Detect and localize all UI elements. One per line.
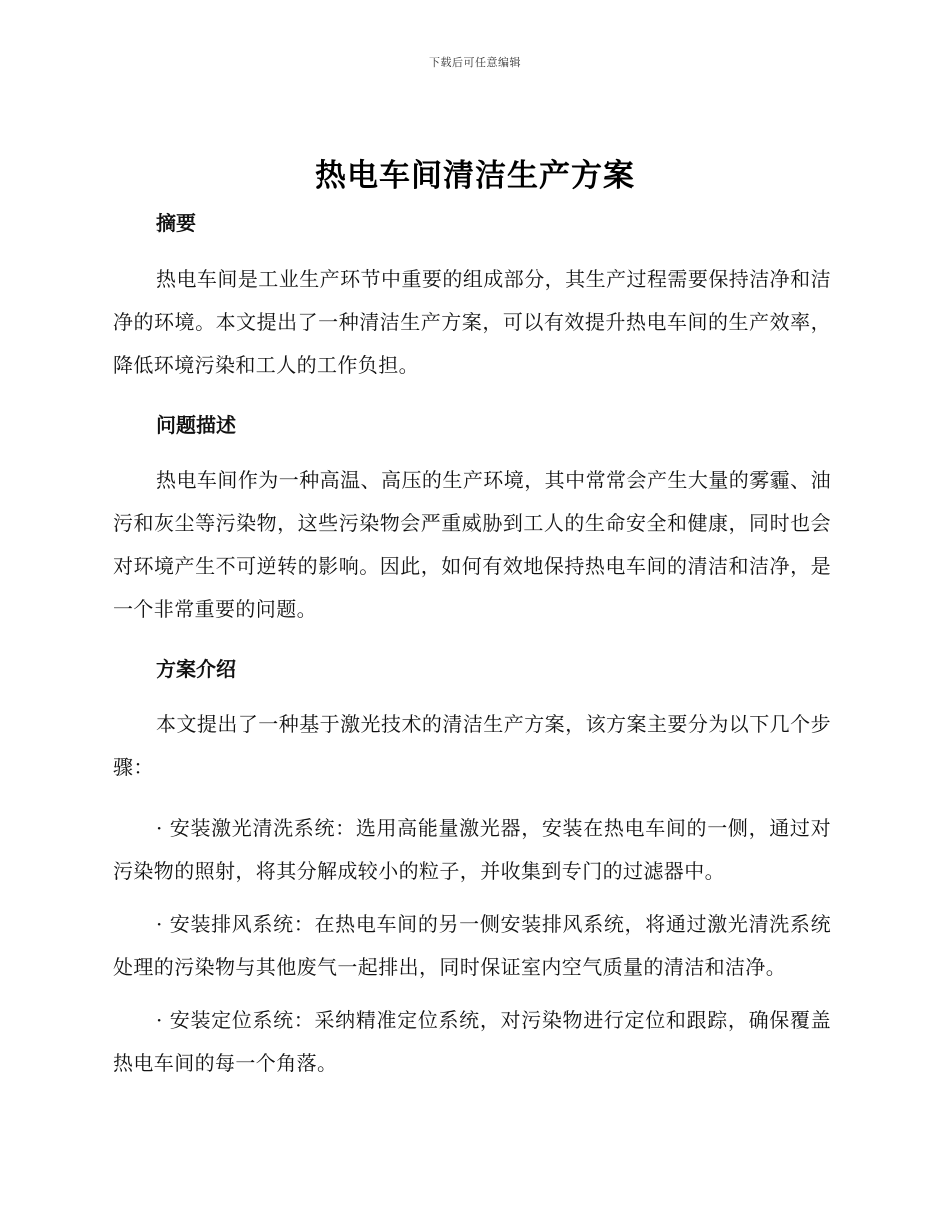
solution-intro-paragraph: 本文提出了一种基于激光技术的清洁生产方案，该方案主要分为以下几个步骤： xyxy=(113,712,831,779)
solution-step-exhaust: · 安装排风系统：在热电车间的另一侧安装排风系统，将通过激光清洗系统处理的污染物与其他废气一起排出，同时保证室内空气质量的清洁和洁净。 xyxy=(113,912,831,979)
document-body xyxy=(113,200,831,1085)
solution-step-positioning: · 安装定位系统：采纳精准定位系统，对污染物进行定位和跟踪，确保覆盖热电车间的每一个角落。 xyxy=(113,1008,831,1075)
problem-paragraph: 热电车间作为一种高温、高压的生产环境，其中常常会产生大量的雾霾、油污和灰尘等污染物，这些污染物会严重威胁到工人的生命安全和健康，同时也会对环境产生不可逆转的影响。因此，如何有效地保持热电车间的清洁和洁净，是一个非常重要的问题。 xyxy=(113,468,831,621)
document-title: 热电车间清洁生产方案 xyxy=(315,158,635,194)
section-heading-problem: 问题描述 xyxy=(156,413,236,437)
solution-step-laser-cleaning: · 安装激光清洗系统：选用高能量激光器，安装在热电车间的一侧，通过对污染物的照射，将其分解成较小的粒子，并收集到专门的过滤器中。 xyxy=(113,816,831,883)
header-note: 下载后可任意编辑 xyxy=(429,56,521,69)
section-heading-abstract: 摘要 xyxy=(156,211,196,235)
section-heading-solution: 方案介绍 xyxy=(156,657,236,681)
abstract-paragraph: 热电车间是工业生产环节中重要的组成部分，其生产过程需要保持洁净和洁净的环境。本文提出了一种清洁生产方案，可以有效提升热电车间的生产效率，降低环境污染和工人的工作负担。 xyxy=(113,267,831,377)
